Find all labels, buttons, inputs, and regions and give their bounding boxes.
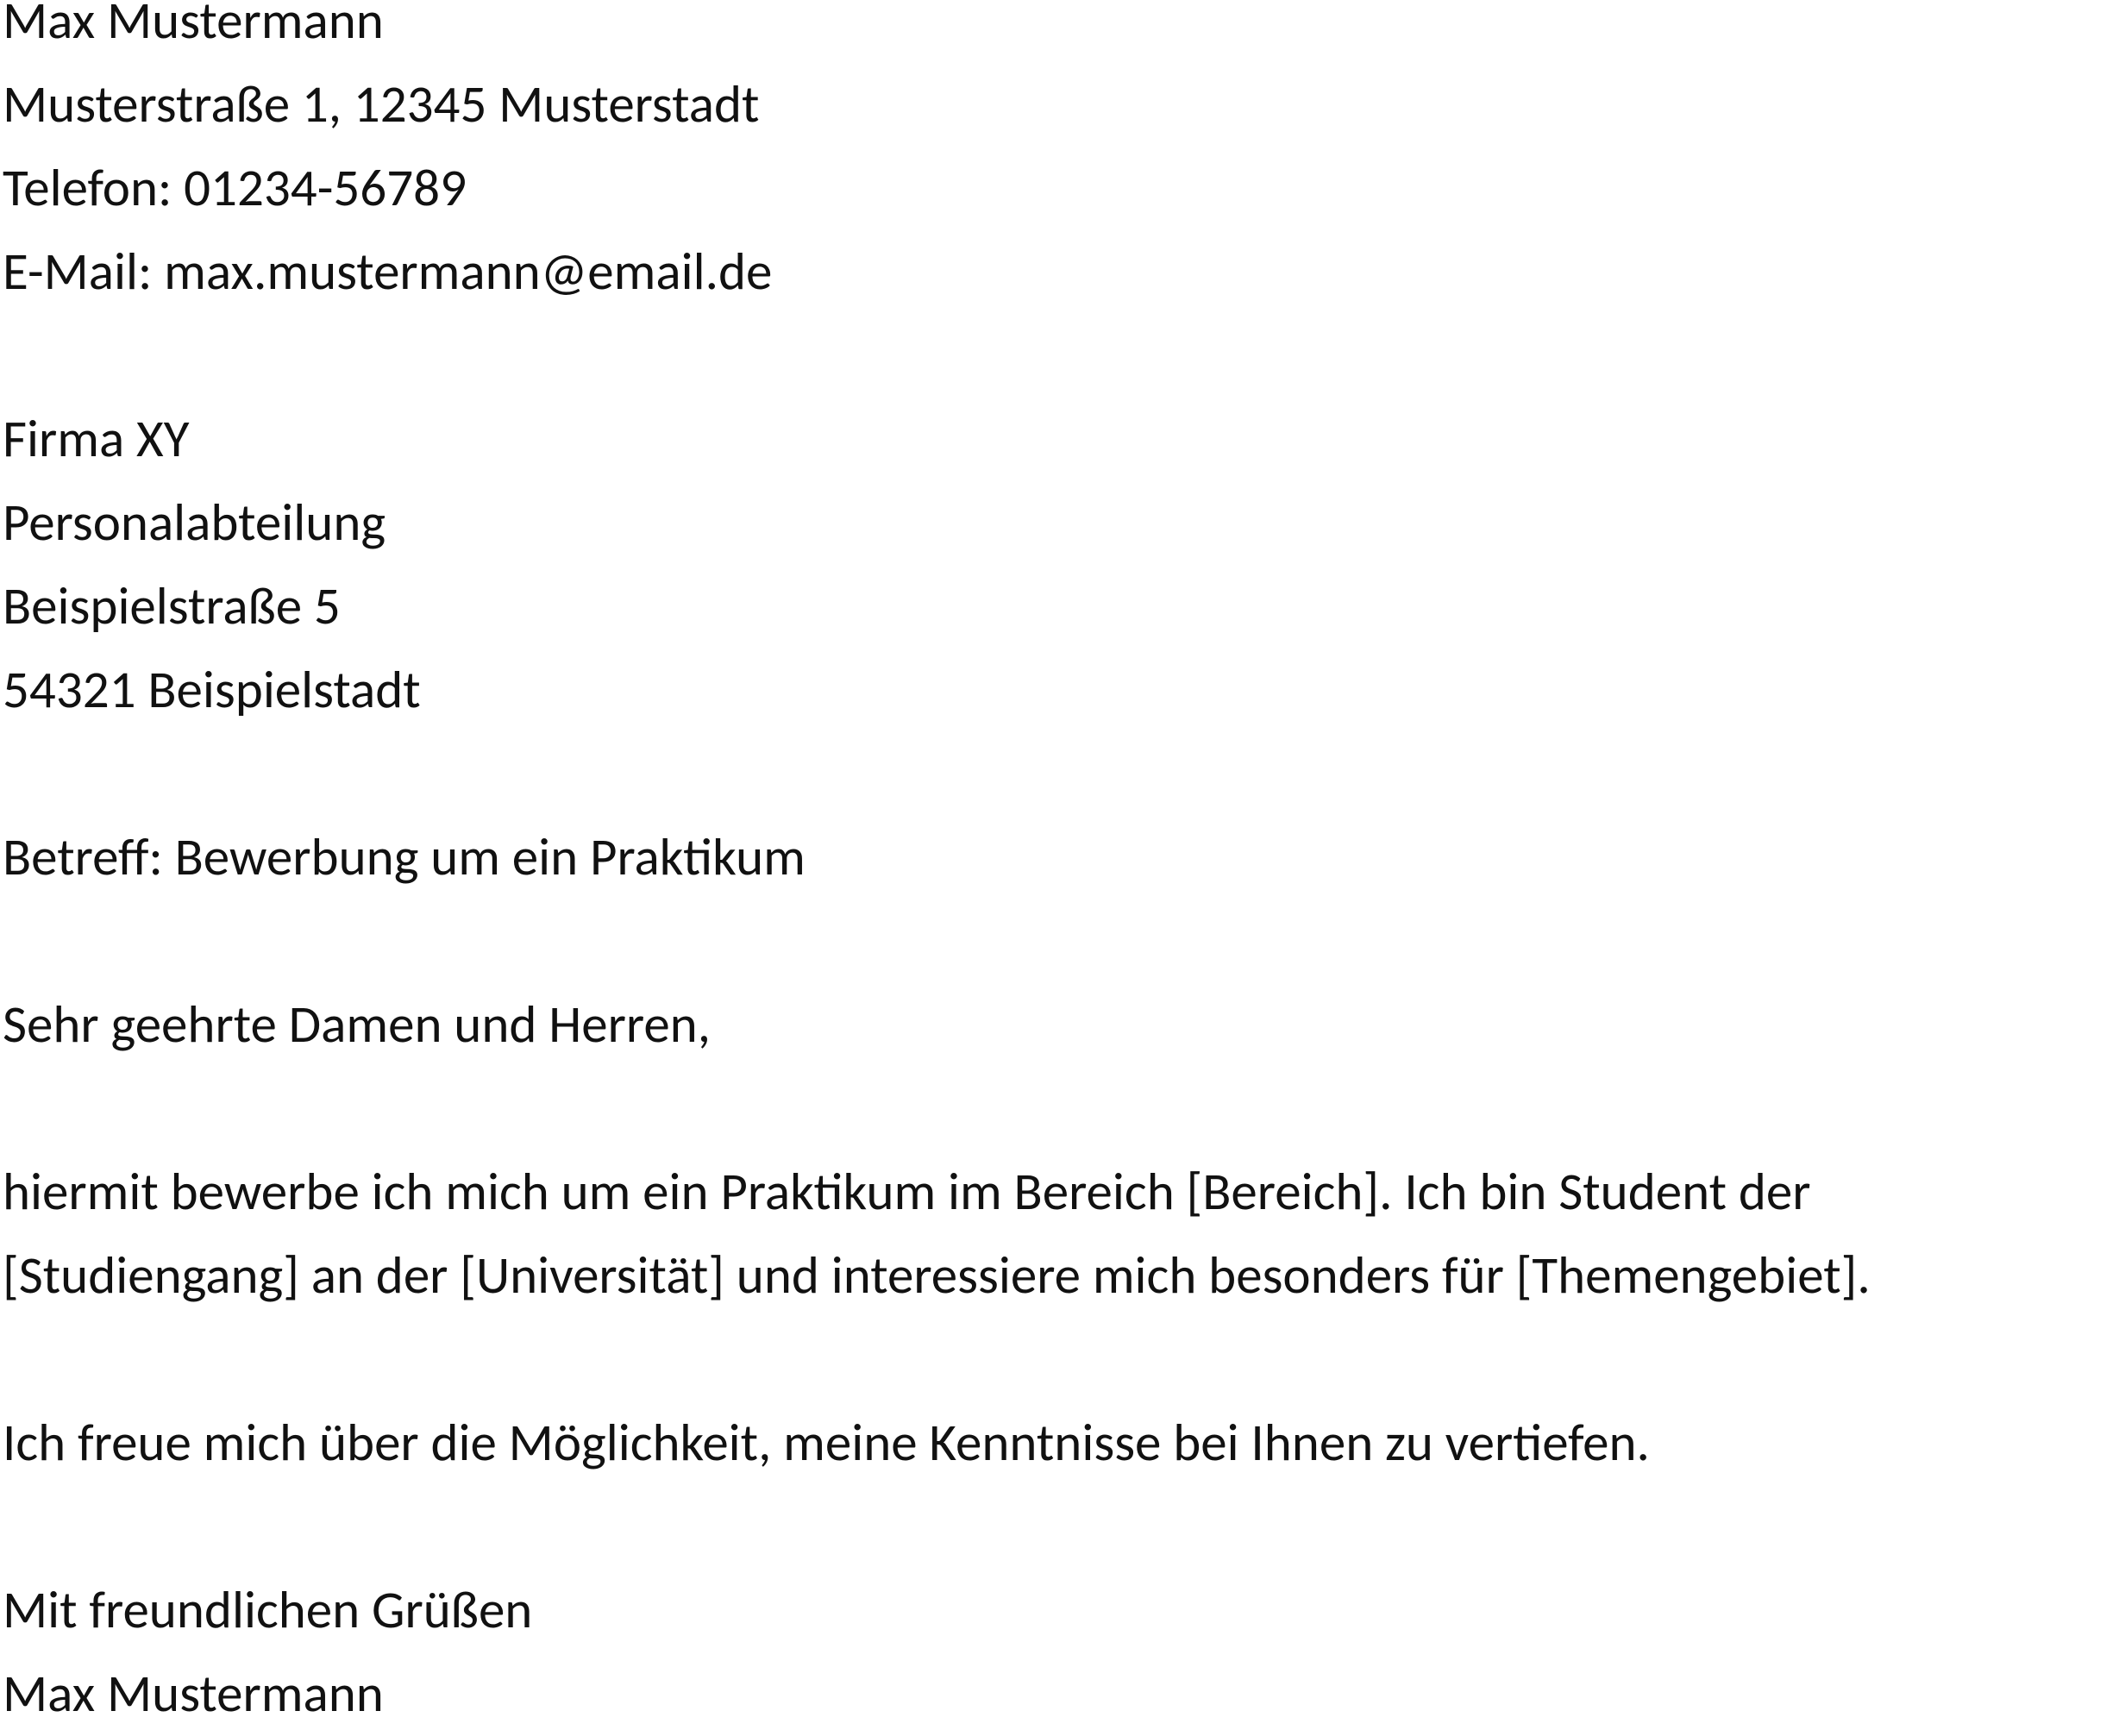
recipient-department: Personalabteilung xyxy=(3,491,386,555)
sender-name: Max Mustermann xyxy=(3,0,384,53)
sender-email: E-Mail: max.mustermann@email.de xyxy=(3,240,773,304)
recipient-company: Firma XY xyxy=(3,407,190,471)
body-paragraph-1-line-1: hiermit bewerbe ich mich um ein Praktikum im Bereich [Bereich]. Ich bin Student der xyxy=(3,1160,1811,1224)
signature-name: Max Mustermann xyxy=(3,1662,384,1726)
body-paragraph-2: Ich freue mich über die Möglichkeit, meine Kenntnisse bei Ihnen zu vertiefen. xyxy=(3,1411,1650,1475)
sender-phone: Telefon: 01234-56789 xyxy=(3,156,467,220)
blank-line xyxy=(3,1485,2116,1569)
blank-line xyxy=(3,732,2116,816)
subject-line: Betreff: Bewerbung um ein Praktikum xyxy=(3,825,806,889)
recipient-street: Beispielstraße 5 xyxy=(3,574,341,638)
blank-line xyxy=(3,1318,2116,1401)
blank-line xyxy=(3,899,2116,983)
letter-document xyxy=(3,0,2116,1726)
recipient-city: 54321 Beispielstadt xyxy=(3,658,421,722)
blank-line xyxy=(3,314,2116,398)
sender-address: Musterstraße 1, 12345 Musterstadt xyxy=(3,72,760,136)
blank-line xyxy=(3,1067,2116,1150)
body-paragraph-1-line-2: [Studiengang] an der [Universität] und interessiere mich besonders für [Themengebiet]. xyxy=(3,1244,1871,1307)
salutation: Sehr geehrte Damen und Herren, xyxy=(3,993,711,1056)
closing-greeting: Mit freundlichen Grüßen xyxy=(3,1578,533,1642)
